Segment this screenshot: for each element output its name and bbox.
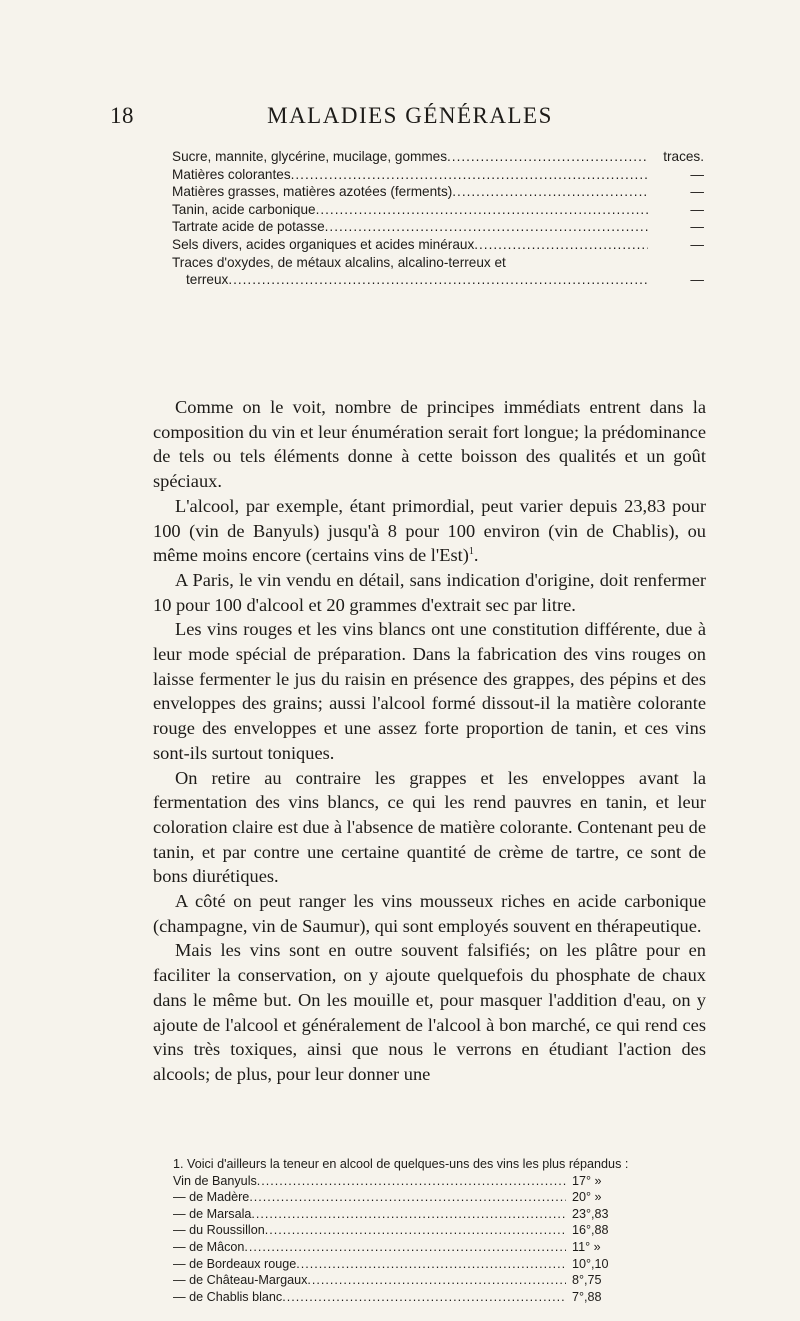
paragraph: Comme on le voit, nombre de principes immédiats entrent dans la composition du vin et leur énumération serait fort longue; la prédominance de tels ou tels éléments donne à cette boisson des qualités et un goût spéciaux. (153, 397, 706, 492)
paragraph: Les vins rouges et les vins blancs ont une constitution différente, due à leur mode spécial de préparation. Dans la fabrication des vins rouges on laisse fermenter le jus du raisin en présence des grappes, des pépins et des enveloppes des grains; aussi l'alcool formé dissout-il la matière colorante rouge des enveloppes et une assez forte proportion de tanin, et ces vins sont-ils surtout toniques. (153, 619, 706, 763)
alcohol-value: 20° » (572, 1190, 602, 1205)
wine-name: — de Marsala (173, 1206, 252, 1221)
paragraph (153, 494, 706, 568)
footnote-row (173, 1289, 636, 1306)
leader-dots (244, 1239, 566, 1256)
leader-dots (282, 1289, 566, 1306)
composition-label: Sels divers, acides organiques et acides minéraux (172, 236, 475, 252)
composition-value: — (690, 236, 704, 252)
composition-row-continuation (172, 271, 704, 289)
leader-dots (257, 1173, 566, 1190)
composition-value: — (690, 272, 704, 288)
alcohol-value: 17° » (572, 1173, 602, 1188)
composition-value: — (690, 166, 704, 182)
wine-name: — du Roussillon (173, 1223, 265, 1238)
alcohol-value: 11° » (572, 1239, 601, 1254)
leader-dots (291, 166, 648, 184)
wine-name: — de Mâcon (173, 1239, 245, 1254)
leader-dots (447, 148, 648, 166)
composition-label-continuation: terreux (186, 272, 229, 288)
composition-list (172, 148, 704, 289)
composition-row (172, 201, 704, 219)
footnote-reference[interactable]: 1 (468, 546, 474, 558)
composition-label: Tanin, acide carbonique (172, 201, 316, 217)
composition-label: Traces d'oxydes, de métaux alcalins, alcalino-terreux et (172, 254, 506, 270)
composition-label: Sucre, mannite, glycérine, mucilage, gommes (172, 149, 448, 164)
footnote (153, 1156, 706, 1305)
composition-label: Matières grasses, matières azotées (ferments) (172, 184, 453, 200)
alcohol-value: 7°,88 (572, 1289, 602, 1304)
body-text (153, 395, 706, 1087)
alcohol-value: 16°,88 (572, 1223, 609, 1238)
alcohol-value: 10°,10 (572, 1256, 609, 1271)
running-title: MALADIES GÉNÉRALES (267, 103, 553, 128)
composition-label: Matières colorantes (172, 166, 291, 182)
alcohol-value: 8°,75 (572, 1273, 602, 1288)
leader-dots (316, 201, 648, 219)
composition-row (172, 148, 704, 166)
composition-value: traces. (663, 149, 704, 164)
paragraph: On retire au contraire les grappes et les enveloppes avant la fermentation des vins blancs, ce qui les rend pauvres en tanin, et leur coloration claire est due à l'absence de matière colorante. Contenant peu de tanin, et par contre une certaine quantité de crème de tartre, ce sont de bons diurétiques. (153, 767, 706, 887)
wine-name: — de Château-Margaux (173, 1273, 308, 1288)
leader-dots (474, 236, 648, 254)
composition-value: — (690, 184, 704, 200)
leader-dots (452, 183, 648, 201)
footnote-row (173, 1189, 636, 1206)
footnote-row (173, 1222, 636, 1239)
footnote-intro: 1. Voici d'ailleurs la teneur en alcool de quelques-uns des vins les plus répandus : (173, 1157, 629, 1171)
alcohol-value: 23°,83 (572, 1206, 609, 1221)
footnote-row (173, 1239, 636, 1256)
paragraph-punctuation: . (473, 545, 479, 566)
composition-label: Tartrate acide de potasse (172, 219, 325, 235)
leader-dots (251, 1206, 566, 1223)
composition-value: — (690, 201, 704, 217)
composition-row (172, 254, 704, 272)
footnote-row (173, 1206, 636, 1223)
composition-row (172, 183, 704, 201)
leader-dots (296, 1256, 566, 1273)
footnote-row (173, 1256, 636, 1273)
leader-dots (249, 1189, 566, 1206)
leader-dots (325, 218, 648, 236)
paragraph: Mais les vins sont en outre souvent falsifiés; on les plâtre pour en faciliter la conservation, on y ajoute quelquefois du phosphate de chaux dans le même but. On les mouille et, pour masquer l'addition d'eau, on y ajoute de l'alcool et généralement de l'alcool à bon marché, ce qui rend ces vins très toxiques, ainsi que nous le verrons en étudiant l'action des alcools; de plus, pour leur donner une (153, 940, 706, 1084)
page-header (0, 103, 800, 135)
paragraph: A Paris, le vin vendu en détail, sans indication d'origine, doit renfermer 10 pour 100 d'alcool et 20 grammes d'extrait sec par litre. (153, 569, 706, 615)
footnote-table (153, 1173, 636, 1306)
wine-name: — de Madère (173, 1190, 250, 1205)
footnote-row (173, 1272, 636, 1289)
leader-dots (228, 271, 648, 289)
wine-name: — de Chablis blanc (173, 1289, 283, 1304)
footnote-row (173, 1173, 636, 1190)
paragraph: A côté on peut ranger les vins mousseux riches en acide carbonique (champagne, vin de Saumur), qui sont employés souvent en thérapeutique. (153, 891, 706, 936)
composition-row (172, 166, 704, 184)
leader-dots (265, 1222, 566, 1239)
paragraph-text: L'alcool, par exemple, étant primordial, peut varier depuis 23,83 pour 100 (vin de Banyuls) jusqu'à 8 pour 100 environ (vin de Chablis), ou même moins encore (certains vins de l'Est) (153, 495, 706, 566)
leader-dots (307, 1272, 566, 1289)
composition-row (172, 236, 704, 254)
wine-name: Vin de Banyuls (173, 1173, 257, 1188)
composition-value: — (690, 219, 704, 235)
page-number: 18 (110, 103, 134, 128)
composition-row (172, 218, 704, 236)
wine-name: — de Bordeaux rouge (173, 1256, 297, 1271)
